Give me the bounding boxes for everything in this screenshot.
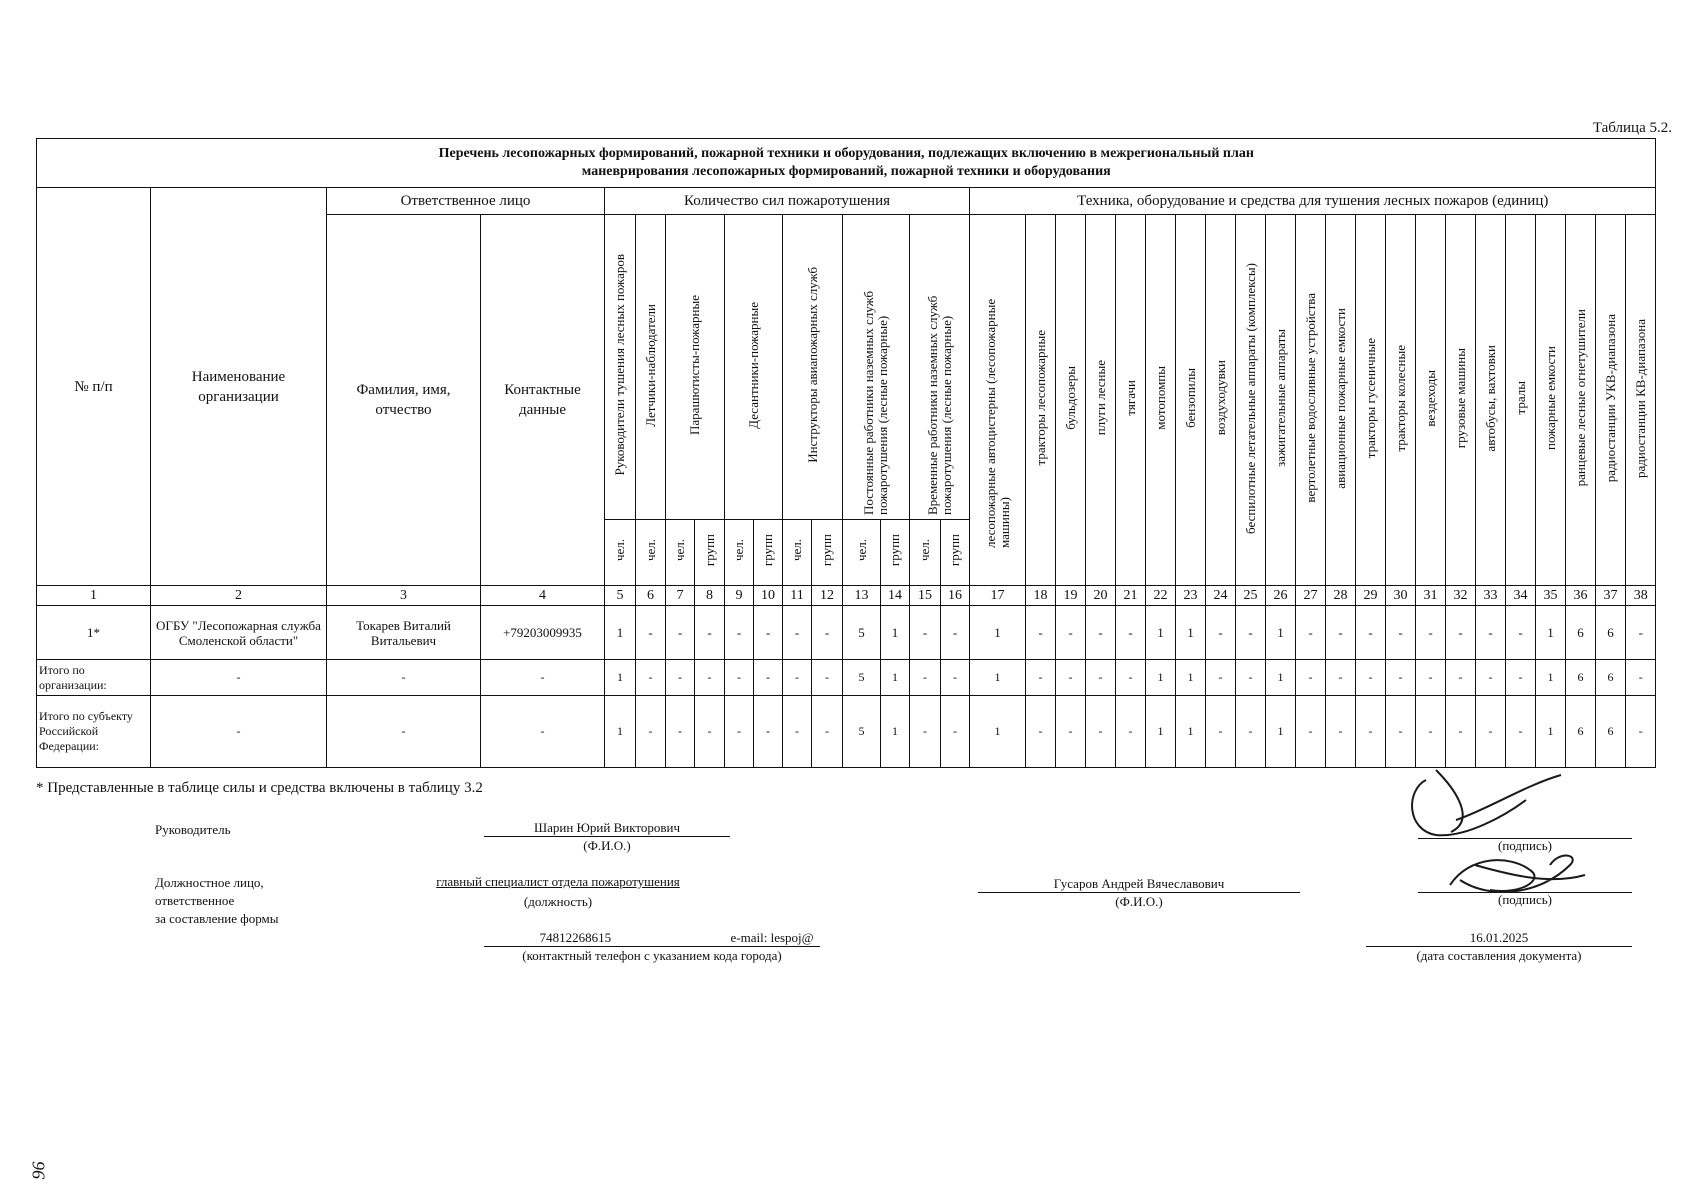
- column-number: 21: [1116, 586, 1146, 606]
- row-value-cell: 6: [1566, 660, 1596, 696]
- row-value-cell: -: [1386, 660, 1416, 696]
- header-paratroopers: Парашютисты-пожарные: [687, 295, 702, 435]
- official-label: [155, 874, 278, 928]
- row-fio: -: [327, 696, 481, 768]
- row-value-cell: -: [941, 606, 970, 660]
- header-eq-14: тракторы колесные: [1392, 344, 1408, 452]
- row-contact: -: [481, 696, 605, 768]
- row-value-cell: 1: [1176, 606, 1206, 660]
- column-number: 7: [666, 586, 695, 606]
- row-value-cell: -: [910, 606, 941, 660]
- header-eq-3: бульдозеры: [1062, 366, 1078, 430]
- header-eq-6: мотопомпы: [1152, 366, 1168, 430]
- row-value-cell: -: [695, 696, 725, 768]
- row-org: -: [151, 660, 327, 696]
- row-value-cell: -: [1476, 660, 1506, 696]
- row-value-cell: 1: [1536, 696, 1566, 768]
- unit-groups: групп: [947, 534, 962, 567]
- row-value-cell: -: [1626, 660, 1656, 696]
- header-eq-19: пожарные емкости: [1542, 346, 1558, 450]
- head-name: Шарин Юрий Викторович: [484, 820, 730, 837]
- row-value-cell: -: [1386, 606, 1416, 660]
- row-value-cell: -: [783, 660, 812, 696]
- row-value-cell: 1: [1536, 660, 1566, 696]
- head-signature-caption: (подпись): [1498, 838, 1552, 853]
- header-num: № п/п: [37, 188, 151, 586]
- row-value-cell: -: [636, 660, 666, 696]
- table-row: [37, 696, 1656, 768]
- row-value-cell: -: [812, 696, 843, 768]
- row-value-cell: -: [754, 660, 783, 696]
- row-value-cell: 1: [1536, 606, 1566, 660]
- row-value-cell: 1: [881, 606, 910, 660]
- contact-email: e-mail: lespoj@: [730, 930, 814, 945]
- row-value-cell: -: [1506, 696, 1536, 768]
- official-label-line-2: ответственное: [155, 893, 235, 908]
- document-date-caption: (дата составления документа): [1416, 948, 1582, 963]
- column-number: 9: [725, 586, 754, 606]
- row-value-cell: -: [725, 660, 754, 696]
- row-value-cell: 1: [970, 606, 1026, 660]
- title-line-1: Перечень лесопожарных формирований, пожарной техники и оборудования, подлежащих включению в межрегиональный план: [438, 146, 1254, 161]
- row-value-cell: 1: [605, 696, 636, 768]
- column-number: 17: [970, 586, 1026, 606]
- row-contact: -: [481, 660, 605, 696]
- row-value-cell: -: [725, 606, 754, 660]
- header-pilots: Летчики-наблюдатели: [642, 303, 658, 427]
- row-value-cell: -: [1476, 606, 1506, 660]
- row-value-cell: 6: [1596, 696, 1626, 768]
- row-value-cell: -: [1416, 696, 1446, 768]
- column-number: 23: [1176, 586, 1206, 606]
- header-eq-1: лесопожарные автоцистерны (лесопожарные машины): [982, 298, 1012, 548]
- row-value-cell: -: [1326, 696, 1356, 768]
- header-equipment: Техника, оборудование и средства для тушения лесных пожаров (единиц): [970, 188, 1656, 215]
- row-value-cell: -: [1626, 696, 1656, 768]
- row-value-cell: 1: [881, 696, 910, 768]
- row-value-cell: -: [812, 660, 843, 696]
- row-value-cell: -: [910, 660, 941, 696]
- header-eq-10: зажигательные аппараты: [1272, 329, 1288, 467]
- unit-groups: групп: [701, 534, 717, 567]
- row-value-cell: -: [1236, 696, 1266, 768]
- row-value-cell: 1: [605, 606, 636, 660]
- row-value-cell: -: [1056, 606, 1086, 660]
- row-value-cell: 1: [881, 660, 910, 696]
- row-value-cell: -: [910, 696, 941, 768]
- row-value-cell: -: [1026, 660, 1056, 696]
- header-eq-16: грузовые машины: [1452, 347, 1468, 449]
- row-value-cell: 5: [843, 696, 881, 768]
- row-value-cell: 1: [970, 696, 1026, 768]
- row-num: 1*: [37, 606, 151, 660]
- row-value-cell: -: [1206, 696, 1236, 768]
- row-value-cell: -: [1356, 696, 1386, 768]
- row-org: ОГБУ "Лесопожарная служба Смоленской области": [151, 606, 327, 660]
- unit-people: чел.: [789, 539, 804, 562]
- row-value-cell: 5: [843, 606, 881, 660]
- official-position-caption: (должность): [523, 894, 593, 909]
- row-value-cell: -: [1446, 696, 1476, 768]
- header-eq-11: вертолетные водосливные устройства: [1302, 293, 1318, 503]
- row-value-cell: 6: [1566, 696, 1596, 768]
- header-eq-9: беспилотные летательные аппараты (комплексы): [1242, 262, 1258, 534]
- row-value-cell: 1: [605, 660, 636, 696]
- header-instructors: Инструкторы авиапожарных служб: [804, 267, 820, 463]
- column-number: 3: [327, 586, 481, 606]
- official-fio-caption: (Ф.И.О.): [1115, 894, 1163, 909]
- row-value-cell: -: [1416, 660, 1446, 696]
- row-value-cell: -: [1476, 696, 1506, 768]
- column-number: 14: [881, 586, 910, 606]
- header-fio: Фамилия, имя, отчество: [327, 215, 481, 586]
- header-permanent: Постоянные работники наземных служб пожаротушения (лесные пожарные): [861, 290, 890, 515]
- row-org: -: [151, 696, 327, 768]
- unit-people: чел.: [672, 539, 687, 562]
- row-value-cell: -: [783, 606, 812, 660]
- official-name: Гусаров Андрей Вячеславович: [978, 876, 1300, 893]
- row-value-cell: -: [1086, 696, 1116, 768]
- head-fio-caption: (Ф.И.О.): [583, 838, 631, 853]
- column-number: 38: [1626, 586, 1656, 606]
- header-temporary: Временные работники наземных служб пожаротушения (лесные пожарные): [924, 295, 954, 515]
- column-number: 33: [1476, 586, 1506, 606]
- table-title: [37, 139, 1656, 188]
- row-value-cell: -: [1626, 606, 1656, 660]
- row-value-cell: -: [1416, 606, 1446, 660]
- row-value-cell: -: [636, 696, 666, 768]
- header-contacts: Контактные данные: [481, 215, 605, 586]
- header-eq-21: радиостанции УКВ-диапазона: [1602, 313, 1618, 483]
- column-number: 6: [636, 586, 666, 606]
- row-value-cell: 1: [1266, 660, 1296, 696]
- column-number: 20: [1086, 586, 1116, 606]
- column-number: 32: [1446, 586, 1476, 606]
- column-number: 4: [481, 586, 605, 606]
- row-value-cell: -: [1236, 606, 1266, 660]
- row-value-cell: -: [1116, 660, 1146, 696]
- header-eq-4: плуги лесные: [1092, 360, 1108, 436]
- table-footnote: * Представленные в таблице силы и средства включены в таблицу 3.2: [36, 780, 483, 796]
- column-number: 26: [1266, 586, 1296, 606]
- row-value-cell: 1: [1266, 606, 1296, 660]
- row-value-cell: 6: [1596, 606, 1626, 660]
- row-value-cell: -: [754, 696, 783, 768]
- header-forces: Количество сил пожаротушения: [605, 188, 970, 215]
- row-value-cell: 1: [970, 660, 1026, 696]
- column-number: 29: [1356, 586, 1386, 606]
- row-value-cell: -: [1296, 696, 1326, 768]
- row-value-cell: -: [666, 696, 695, 768]
- column-number: 10: [754, 586, 783, 606]
- row-value-cell: -: [666, 606, 695, 660]
- head-label: Руководитель: [155, 822, 231, 837]
- table-label: Таблица 5.2.: [1592, 120, 1672, 136]
- row-value-cell: -: [783, 696, 812, 768]
- column-number: 5: [605, 586, 636, 606]
- row-value-cell: 1: [1176, 660, 1206, 696]
- row-value-cell: -: [1206, 660, 1236, 696]
- row-fio: -: [327, 660, 481, 696]
- row-value-cell: -: [812, 606, 843, 660]
- row-value-cell: -: [666, 660, 695, 696]
- row-value-cell: -: [1086, 606, 1116, 660]
- column-number: 28: [1326, 586, 1356, 606]
- header-eq-20: ранцевые лесные огнетушители: [1572, 309, 1588, 487]
- row-value-cell: -: [1506, 606, 1536, 660]
- row-value-cell: 1: [1266, 696, 1296, 768]
- column-number: 31: [1416, 586, 1446, 606]
- row-value-cell: -: [1116, 606, 1146, 660]
- unit-people: чел.: [731, 539, 746, 562]
- column-number: 11: [783, 586, 812, 606]
- contact-phone-caption: (контактный телефон с указанием кода города): [522, 948, 782, 963]
- column-number: 8: [695, 586, 725, 606]
- column-number: 37: [1596, 586, 1626, 606]
- row-value-cell: 1: [1146, 696, 1176, 768]
- official-position: главный специалист отдела пожаротушения: [436, 874, 680, 889]
- header-eq-22: радиостанции КВ-диапазона: [1632, 318, 1648, 478]
- unit-groups: групп: [887, 534, 902, 567]
- row-value-cell: -: [1026, 696, 1056, 768]
- row-value-cell: -: [1506, 660, 1536, 696]
- formations-table: [36, 138, 1656, 768]
- title-line-2: маневрирования лесопожарных формирований, пожарной техники и оборудования: [581, 164, 1111, 179]
- header-eq-8: воздуходувки: [1212, 360, 1228, 436]
- row-value-cell: -: [1326, 660, 1356, 696]
- column-number: 27: [1296, 586, 1326, 606]
- column-number: 25: [1236, 586, 1266, 606]
- column-number: 34: [1506, 586, 1536, 606]
- column-number: 2: [151, 586, 327, 606]
- column-number: 22: [1146, 586, 1176, 606]
- header-eq-5: тягачи: [1122, 380, 1138, 416]
- row-fio: Токарев Виталий Витальевич: [327, 606, 481, 660]
- unit-groups: групп: [760, 534, 775, 567]
- unit-people: чел.: [642, 539, 658, 562]
- unit-people: чел.: [853, 539, 869, 562]
- row-num: Итого по субъекту Российской Федерации:: [37, 696, 151, 768]
- header-eq-12: авиационные пожарные емкости: [1332, 307, 1348, 489]
- column-number: 19: [1056, 586, 1086, 606]
- header-org: Наименование организации: [151, 188, 327, 586]
- row-value-cell: -: [1296, 660, 1326, 696]
- row-value-cell: -: [1056, 696, 1086, 768]
- row-value-cell: -: [1356, 606, 1386, 660]
- document-date: 16.01.2025: [1366, 930, 1632, 947]
- table-row: [37, 606, 1656, 660]
- header-eq-15: вездеходы: [1422, 369, 1438, 427]
- column-number: 36: [1566, 586, 1596, 606]
- row-value-cell: -: [1296, 606, 1326, 660]
- header-desant: Десантники-пожарные: [745, 301, 761, 429]
- head-signature-mark: [1396, 760, 1576, 840]
- row-value-cell: -: [1236, 660, 1266, 696]
- row-value-cell: -: [1086, 660, 1116, 696]
- row-value-cell: 6: [1596, 660, 1626, 696]
- column-number: 35: [1536, 586, 1566, 606]
- official-label-line-3: за составление формы: [155, 911, 279, 926]
- unit-groups: групп: [819, 534, 834, 567]
- row-value-cell: -: [695, 660, 725, 696]
- column-number: 12: [812, 586, 843, 606]
- header-eq-13: тракторы гусеничные: [1362, 337, 1378, 459]
- row-value-cell: -: [1056, 660, 1086, 696]
- header-eq-2: тракторы лесопожарные: [1032, 330, 1048, 466]
- row-contact: +79203009935: [481, 606, 605, 660]
- row-value-cell: -: [1116, 696, 1146, 768]
- header-eq-17: автобусы, вахтовки: [1482, 344, 1498, 452]
- unit-people: чел.: [917, 539, 932, 562]
- contact-phone: 74812268615: [539, 930, 612, 945]
- column-number: 1: [37, 586, 151, 606]
- column-number: 24: [1206, 586, 1236, 606]
- row-value-cell: -: [941, 660, 970, 696]
- row-value-cell: -: [1446, 660, 1476, 696]
- header-eq-18: тралы: [1512, 381, 1528, 415]
- row-value-cell: -: [636, 606, 666, 660]
- margin-mark: 96: [28, 1161, 49, 1180]
- column-number: 30: [1386, 586, 1416, 606]
- row-value-cell: -: [1326, 606, 1356, 660]
- row-value-cell: 1: [1146, 660, 1176, 696]
- column-number: 16: [941, 586, 970, 606]
- official-signature-caption: (подпись): [1498, 892, 1552, 907]
- header-leaders: Руководители тушения лесных пожаров: [612, 254, 627, 476]
- unit-people: чел.: [612, 539, 627, 562]
- row-value-cell: -: [941, 696, 970, 768]
- row-value-cell: 1: [1146, 606, 1176, 660]
- row-value-cell: -: [1356, 660, 1386, 696]
- row-value-cell: -: [754, 606, 783, 660]
- row-value-cell: -: [1386, 696, 1416, 768]
- header-responsible: Ответственное лицо: [327, 188, 605, 215]
- official-label-line-1: Должностное лицо,: [155, 875, 264, 890]
- row-value-cell: -: [1446, 606, 1476, 660]
- row-value-cell: -: [695, 606, 725, 660]
- header-eq-7: бензопилы: [1182, 368, 1198, 428]
- column-number: 18: [1026, 586, 1056, 606]
- contact-phone-line: [484, 930, 820, 947]
- row-value-cell: -: [725, 696, 754, 768]
- official-signature-mark: [1430, 845, 1600, 905]
- row-value-cell: -: [1206, 606, 1236, 660]
- column-number-row: [37, 586, 1656, 606]
- column-number: 15: [910, 586, 941, 606]
- row-value-cell: 5: [843, 660, 881, 696]
- column-number: 13: [843, 586, 881, 606]
- row-value-cell: 1: [1176, 696, 1206, 768]
- table-row: [37, 660, 1656, 696]
- row-value-cell: 6: [1566, 606, 1596, 660]
- row-num: Итого по организации:: [37, 660, 151, 696]
- row-value-cell: -: [1026, 606, 1056, 660]
